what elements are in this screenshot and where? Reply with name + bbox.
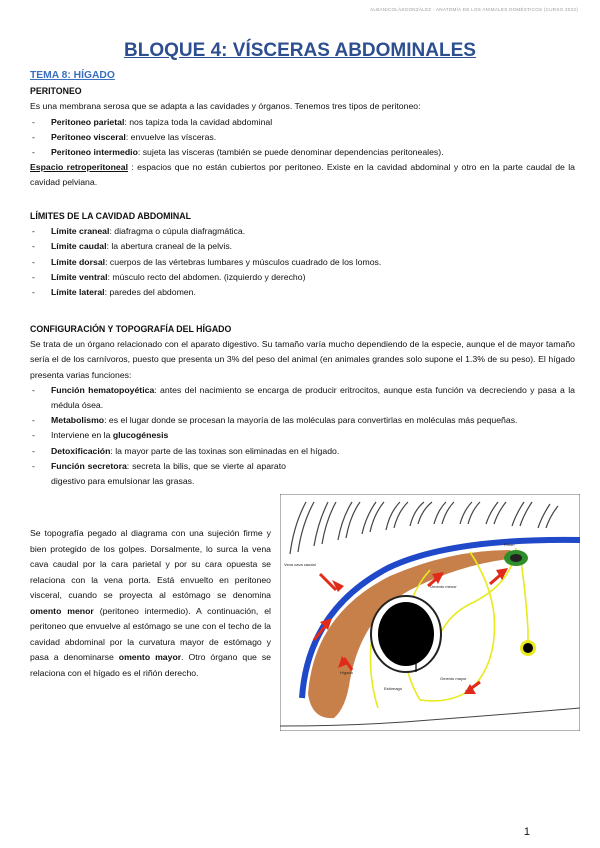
liver-diagram-svg	[280, 494, 580, 731]
list-item	[30, 224, 575, 239]
functions-list	[30, 383, 575, 489]
label-rinon: Riñón	[504, 542, 515, 547]
definition: : nos tapiza toda la cavidad abdominal	[124, 116, 273, 127]
text: . Otro órgano que se relaciona con el hígado es el riñón derecho.	[30, 652, 272, 678]
definition: : músculo recto del abdomen. (izquierdo y derecho)	[107, 271, 306, 282]
text: (peritoneo intermedio). A continuación, el peritoneo que envuelve al estómago se une con el techo de la cavidad abdominal por la curvatura mayor de estómago y pasa a denominarse	[30, 605, 271, 662]
term: Límite lateral	[51, 287, 105, 298]
list-item	[30, 270, 575, 285]
term: Límite caudal	[51, 241, 107, 252]
intestine-lumen	[523, 643, 533, 653]
list-item	[30, 145, 575, 160]
stomach-lumen	[378, 602, 434, 666]
limites-heading: LÍMITES DE LA CAVIDAD ABDOMINAL	[30, 211, 191, 221]
list-item	[30, 428, 575, 443]
definition: : cuerpos de las vértebras lumbares y músculos cuadrado de los lomos.	[105, 256, 382, 267]
definition: : espacios que no están cubiertos por peritoneo. Existe en la cavidad abdominal y otro en la parte caudal de la cavidad pelviana.	[30, 162, 575, 188]
kidney-hilum	[510, 554, 522, 562]
topic-heading: TEMA 8: HÍGADO	[30, 70, 115, 81]
list-item	[30, 239, 575, 254]
configuracion-section	[30, 322, 575, 489]
term: Peritoneo intermedio	[51, 147, 138, 158]
list-item	[30, 459, 286, 489]
peritoneo-section	[30, 68, 575, 191]
limites-section	[30, 209, 575, 300]
peritoneo-intro: Es una membrana serosa que se adapta a las cavidades y órganos. Tenemos tres tipos de peritoneo:	[30, 101, 421, 112]
peritoneo-list	[30, 115, 575, 161]
list-item	[30, 130, 575, 145]
text: Se topografía pegado al diagrama con una sujeción firme y bien protegido de los golpes. Dorsalmente, lo surca la vena cava caudal por la cara parietal y por su cara opuesta se relaciona con la vena porta. Está envuelto en peritoneo visceral, cuando se proyecta al estómago se denomina	[30, 528, 271, 600]
term: glucogénesis	[112, 430, 169, 441]
term: Peritoneo parietal	[51, 116, 125, 127]
definition: : secreta la bilis, que se vierte al aparato digestivo para emulsionar las grasas.	[51, 460, 286, 487]
label-vena-cava: Vena cava caudal	[284, 562, 316, 567]
liver-diagram	[280, 494, 580, 731]
term: Función secretora	[51, 460, 127, 471]
configuracion-heading: CONFIGURACIÓN Y TOPOGRAFÍA DEL HÍGADO	[30, 324, 232, 334]
label-higado: Hígado	[340, 670, 353, 675]
page-header: ALBANICOLÁSGONZÁLEZ · ANATOMÍA DE LOS ANIMALES DOMÉSTICOS (CURSO 2022)	[370, 7, 578, 12]
definition: Interviene en la	[51, 430, 113, 441]
term: Metabolismo	[51, 415, 105, 426]
label-omento-menor: Omento menor	[430, 584, 457, 589]
limites-list	[30, 224, 575, 300]
definition: : la mayor parte de las toxinas son eliminadas en el hígado.	[110, 445, 340, 456]
list-item	[30, 413, 575, 428]
definition: : paredes del abdomen.	[104, 287, 196, 298]
definition: : envuelve las vísceras.	[125, 131, 217, 142]
definition: : sujeta las vísceras (también se puede denominar dependencias peritoneales).	[137, 147, 444, 158]
label-estomago: Estómago	[384, 686, 403, 691]
page-number: 1	[523, 826, 530, 838]
term: Función hematopoyética	[51, 384, 155, 395]
page-title: BLOQUE 4: VÍSCERAS ABDOMINALES	[124, 40, 476, 61]
term: omento menor	[30, 605, 94, 616]
list-item	[30, 255, 575, 270]
list-item	[30, 444, 575, 459]
definition: : es el lugar donde se procesan la mayoría de las moléculas para convertirlas en moléculas más pequeñas.	[104, 415, 518, 426]
list-item	[30, 115, 575, 130]
term: Espacio retroperitoneal	[30, 162, 128, 173]
configuracion-intro: Se trata de un órgano relacionado con el aparato digestivo. Su tamaño varía mucho dependiendo de la especie, aunque el de mayor tamaño sería el de los carnívoros, puesto que presenta un 3% del peso del animal (en animales grandes solo supone el 1.3% de su peso). El hígado presenta varias funciones:	[30, 339, 575, 380]
term: omento mayor	[118, 652, 182, 662]
term: Límite craneal	[51, 226, 110, 237]
label-omento-mayor: Omento mayor	[440, 676, 467, 681]
retroperitoneal-paragraph	[30, 160, 575, 190]
topografia-paragraph	[30, 526, 271, 681]
list-item	[30, 383, 575, 413]
term: Límite dorsal	[51, 256, 106, 267]
definition: : diafragma o cúpula diafragmática.	[109, 226, 246, 237]
peritoneo-heading: PERITONEO	[30, 86, 82, 97]
term: Detoxificación	[51, 445, 111, 456]
definition: : la abertura craneal de la pelvis.	[106, 241, 233, 252]
list-item	[30, 285, 575, 300]
definition: : antes del nacimiento se encarga de producir eritrocitos, aunque esta función va decreciendo y pasa a la médula ósea.	[51, 384, 575, 411]
term: Peritoneo visceral	[51, 131, 126, 142]
term: Límite ventral	[51, 271, 108, 282]
